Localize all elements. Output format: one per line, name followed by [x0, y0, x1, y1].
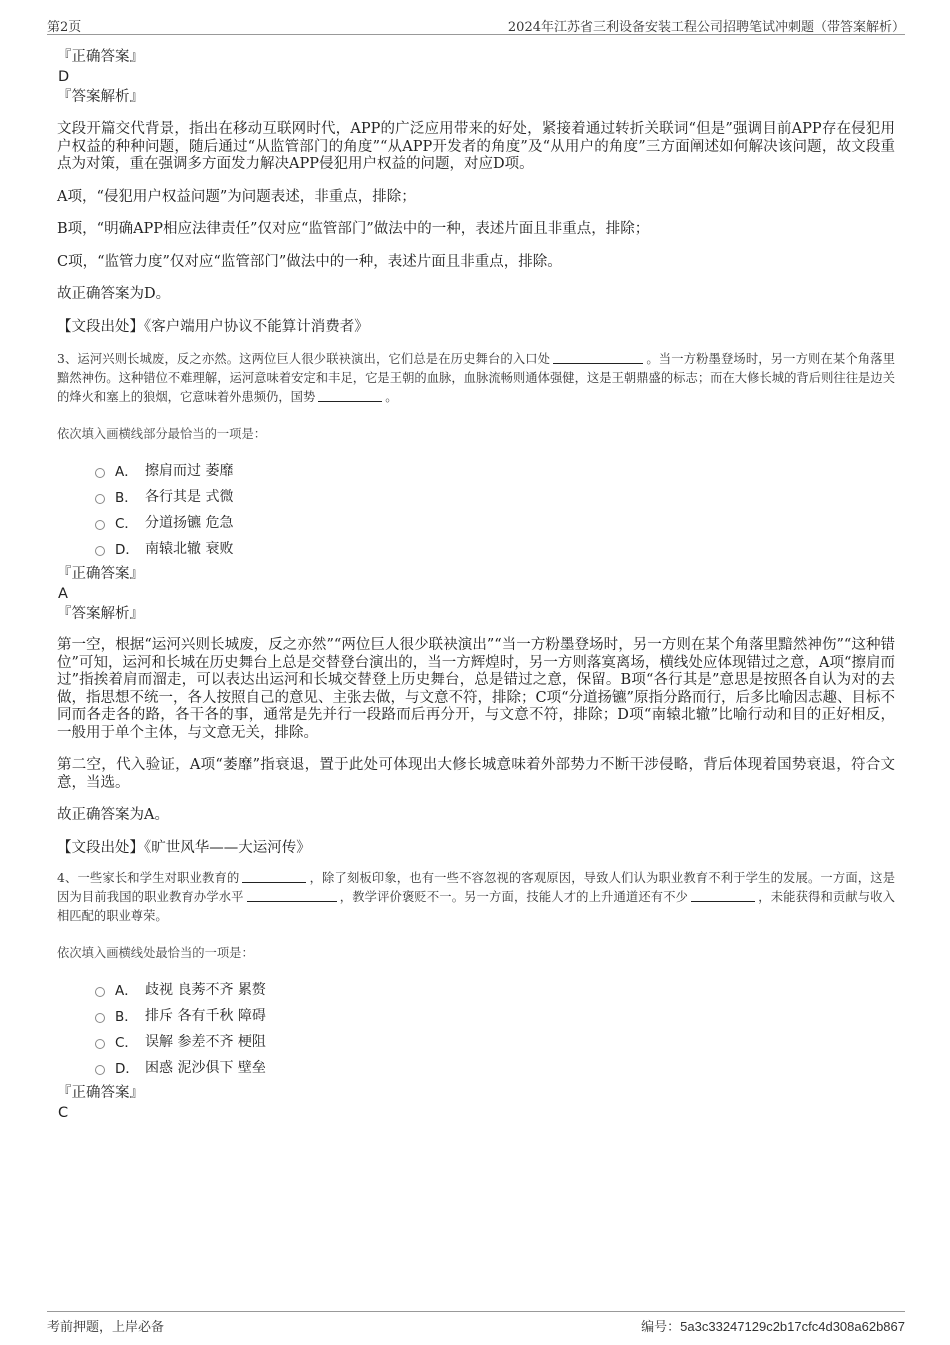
radio-button[interactable] [95, 1013, 105, 1023]
option-d[interactable]: D． 南辕北辙 衰败 [95, 535, 895, 561]
correct-answer-label: 『正确答案』 [57, 49, 144, 65]
analysis-label: 『答案解析』 [57, 89, 144, 105]
option-b[interactable]: B． 排斥 各有千秋 障碍 [95, 1002, 895, 1028]
correct-answer-value: A [58, 586, 68, 602]
fill-blank [242, 870, 306, 883]
correct-answer-value: D [58, 69, 70, 85]
radio-button[interactable] [95, 468, 105, 478]
radio-button[interactable] [95, 1039, 105, 1049]
option-c[interactable]: C． 分道扬镳 危急 [95, 509, 895, 535]
analysis-paragraph: 文段开篇交代背景，指出在移动互联网时代，APP的广泛应用带来的好处，紧接着通过转折关联词“但是”强调目前APP存在侵犯用户权益的种种问题，随后通过“从监管部门的角度”“从APP开发者的角度”及“从用户的角度”三方面阐述如何解决该问题，故文段重点为对策，重在强调多方面发力解决APP侵犯用户权益的问题，对应D项。 [57, 121, 895, 172]
radio-button[interactable] [95, 546, 105, 556]
option-b[interactable]: B． 各行其是 式微 [95, 483, 895, 509]
analysis-label: 『答案解析』 [57, 606, 144, 622]
radio-button[interactable] [95, 1065, 105, 1075]
analysis-paragraph: C项，“监管力度”仅对应“监管部门”做法中的一种，表述片面且非重点，排除。 [57, 253, 562, 270]
fill-blank [318, 389, 382, 402]
main-content [57, 47, 895, 1123]
source-citation: 【文段出处】《客户端用户协议不能算计消费者》 [57, 318, 369, 335]
option-a[interactable]: A． 歧视 良莠不齐 累赘 [95, 976, 895, 1002]
question-3-options [95, 457, 895, 561]
option-a[interactable]: A． 擦肩而过 萎靡 [95, 457, 895, 483]
question-instruction: 依次填入画横线部分最恰当的一项是： [57, 427, 267, 441]
question-instruction: 依次填入画横线处最恰当的一项是： [57, 946, 254, 960]
radio-button[interactable] [95, 494, 105, 504]
analysis-paragraph: 故正确答案为A。 [57, 807, 169, 823]
analysis-paragraph: 第二空，代入验证，A项“萎靡”指衰退，置于此处可体现出大修长城意味着外部势力不断干涉侵略，背后体现着国势衰退，符合文意，当选。 [57, 757, 895, 791]
analysis-paragraph: 故正确答案为D。 [57, 286, 171, 302]
page-footer [47, 1311, 905, 1336]
document-code: 编号：5a3c33247129c2b17cfc4d308a62b867 [641, 1319, 905, 1335]
analysis-paragraph: B项，“明确APP相应法律责任”仅对应“监管部门”做法中的一种，表述片面且非重点，排除； [57, 221, 650, 237]
question-3-text: 3、运河兴则长城废，反之亦然。这两位巨人很少联袂演出，它们总是在历史舞台的入口处 。当一方粉墨登场时，另一方则在某个角落里黯然神伤。这种错位不难理解，运河意味着安定和丰足，它是王朝的血脉，血脉流畅则通体强健，这是王朝鼎盛的标志；而在大修长城的背后则往往是边关的烽火和塞上的狼烟，它意味着外患频仍，国势 。 [57, 352, 895, 404]
analysis-paragraph: A项，“侵犯用户权益问题”为问题表述，非重点，排除； [57, 188, 416, 205]
document-title: 2024年江苏省三利设备安装工程公司招聘笔试冲刺题（带答案解析） [507, 20, 905, 35]
question-4-text: 4、一些家长和学生对职业教育的 ，除了刻板印象，也有一些不容忽视的客观原因，导致人们认为职业教育不利于学生的发展。一方面，这是因为目前我国的职业教育办学水平 ，教学评价褒贬不一。另一方面，技能人才的上升通道还有不少 ，未能获得和贡献与收入相匹配的职业尊荣。 [57, 871, 895, 923]
source-citation: 【文段出处】《旷世风华——大运河传》 [57, 839, 311, 856]
radio-button[interactable] [95, 987, 105, 997]
fill-blank [691, 889, 755, 902]
footer-slogan: 考前押题，上岸必备 [47, 1320, 165, 1335]
radio-button[interactable] [95, 520, 105, 530]
correct-answer-label: 『正确答案』 [57, 1085, 144, 1101]
option-c[interactable]: C． 误解 参差不齐 梗阻 [95, 1028, 895, 1054]
option-d[interactable]: D． 困惑 泥沙俱下 壁垒 [95, 1054, 895, 1080]
analysis-paragraph: 第一空，根据“运河兴则长城废，反之亦然”“两位巨人很少联袂演出”“当一方粉墨登场时，另一方则在某个角落里黯然神伤”“这种错位”可知，运河和长城在历史舞台上总是交替登台演出的，当一方辉煌时，另一方则落寞离场，横线处应体现错过之意，A项“擦肩而过”指挨着肩而溜走，可以表达出运河和长城交替登上历史舞台，总是错过之意，保留。B项“各行其是”意思是按照各自认为对的去做，指思想不统一，各人按照自己的意见、主张去做，与文意不符，排除；C项“分道扬镳”原指分路而行，后多比喻因志趣、目标不同而各走各的路，各干各的事，通常是先并行一段路而后再分开，与文意不符，排除；D项“南辕北辙”比喻行动和目的正好相反，一般用于单个主体，与文意无关，排除。 [57, 637, 895, 741]
fill-blank [553, 351, 643, 364]
question-4-options [95, 976, 895, 1080]
correct-answer-value: C [58, 1105, 69, 1121]
page-number: 第2页 [47, 20, 82, 35]
fill-blank [247, 889, 337, 902]
correct-answer-label: 『正确答案』 [57, 566, 144, 582]
page-header [47, 14, 905, 35]
